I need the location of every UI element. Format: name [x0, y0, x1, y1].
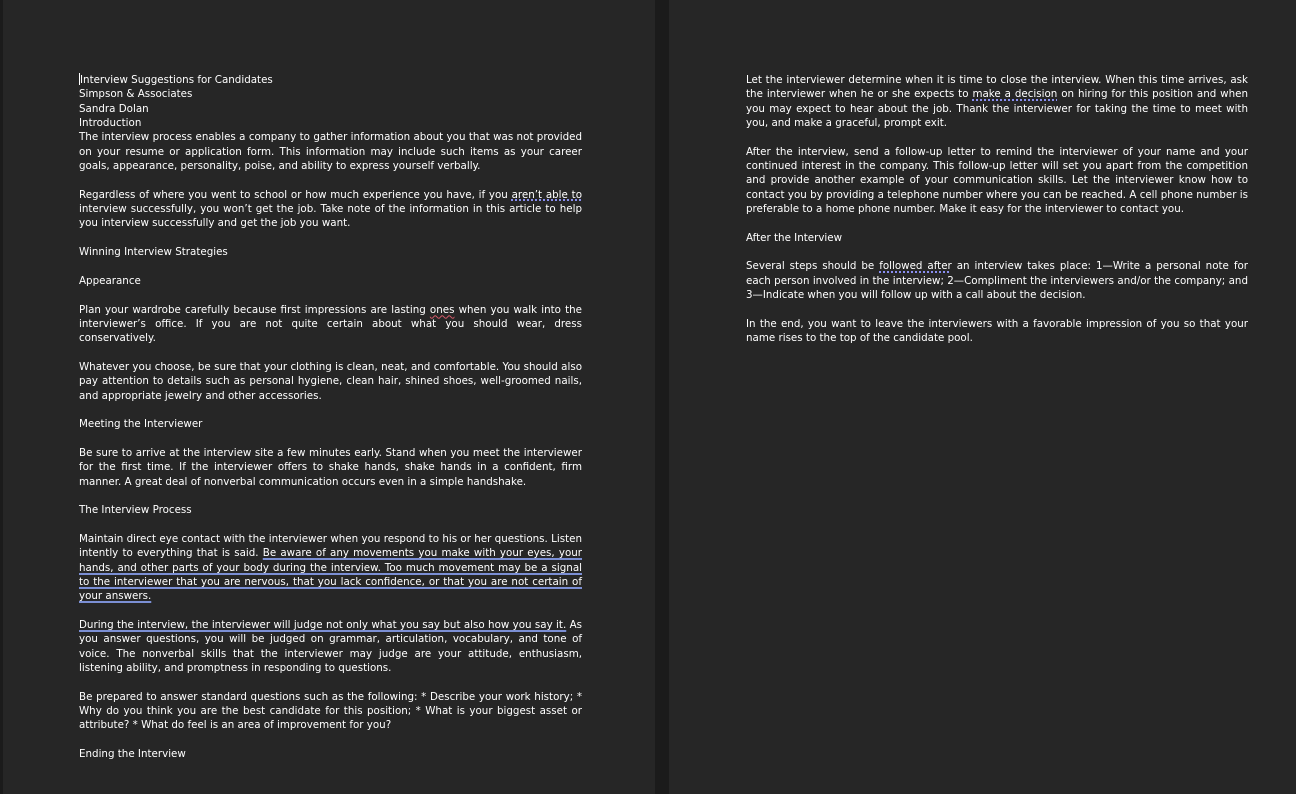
paragraph-arrive-early[interactable]: Be sure to arrive at the interview site a few minutes early. Stand when you meet the interviewer for the first time. If the interviewer offers to shake hands, shake hands in a confident, firm manner. A great deal of nonverbal communication occurs even in a simple handshake.	[79, 446, 582, 488]
paragraph-close-interview[interactable]: Let the interviewer determine when it is time to close the interview. When this time arrives, ask the interviewer when he or she expects to make a decision on hiring for this position and when you may expect to hear about the job. Thank the interviewer for taking the time to meet with you, and make a graceful, prompt exit.	[746, 74, 1248, 130]
grammar-flag[interactable]: Be aware of any movements you make with your eyes, your hands, and other parts of your body during the interview. Too much movement may be a signal to the interviewer that you are nervous, that you lack confidence, or that you are not certain of your answers.	[79, 547, 583, 603]
document-title[interactable]: Interview Suggestions for Candidates	[80, 74, 273, 86]
author-line[interactable]: Sandra Dolan	[79, 102, 149, 115]
paragraph-clothing[interactable]: Whatever you choose, be sure that your clothing is clean, neat, and comfortable. You should also pay attention to details such as personal hygiene, clean hair, shined shoes, well-groomed nails, and appropriate jewelry and other accessories.	[79, 360, 582, 402]
page-2-body[interactable]	[746, 73, 1248, 346]
paragraph-wardrobe[interactable]: Plan your wardrobe carefully because first impressions are lasting ones when you walk into the interviewer’s office. If you are not quite certain about what you should wear, dress conservatively.	[79, 303, 582, 345]
paragraph-eye-contact[interactable]: Maintain direct eye contact with the interviewer when you respond to his or her questions. Listen intently to everything that is said. Be aware of any movements you make with your eyes, your hands, and other parts of your body during the interview. Too much movement may be a signal to the interviewer that you are nervous, that you lack confidence, or that you are not certain of your answers.	[79, 533, 583, 603]
paragraph-judge[interactable]: During the interview, the interviewer will judge not only what you say but also how you say it. As you answer questions, you will be judged on grammar, articulation, vocabulary, and tone of voice. The nonverbal skills that the interviewer may judge are your attitude, enthusiasm, listening ability, and promptness in responding to questions.	[79, 619, 583, 675]
style-flag[interactable]: aren’t able to	[511, 188, 582, 201]
page-1-body[interactable]	[79, 73, 582, 762]
document-page-1[interactable]	[3, 0, 655, 794]
paragraph-in-the-end[interactable]: In the end, you want to leave the interviewers with a favorable impression of you so that your name rises to the top of the candidate pool.	[746, 317, 1248, 345]
document-page-2[interactable]	[669, 0, 1296, 794]
grammar-flag[interactable]: During the interview, the interviewer will judge not only what you say but also how you say it.	[79, 619, 567, 632]
paragraph-regardless[interactable]: Regardless of where you went to school or how much experience you have, if you aren’t able to interview successfully, you won’t get the job. Take note of the information in this article to help you interview successfully and get the job you want.	[79, 188, 582, 230]
heading-appearance[interactable]: Appearance	[79, 274, 141, 287]
paragraph-follow-up-letter[interactable]: After the interview, send a follow-up letter to remind the interviewer of your name and your continued interest in the company. This follow-up letter will set you apart from the competition and provide another example of your communication skills. Let the interviewer know how to contact you by providing a telephone number where you can be reached. A cell phone number is preferable to a home phone number. Make it easy for the interviewer to contact you.	[746, 145, 1248, 216]
company-line[interactable]: Simpson & Associates	[79, 88, 193, 101]
heading-after-interview[interactable]: After the Interview	[746, 231, 843, 244]
paragraph-introduction[interactable]: The interview process enables a company to gather information about you that was not provided on your resume or application form. This information may include such items as your career goals, appearance, personality, poise, and ability to express yourself verbally.	[79, 131, 582, 173]
heading-meeting-interviewer[interactable]: Meeting the Interviewer	[79, 418, 203, 431]
heading-winning-strategies[interactable]: Winning Interview Strategies	[79, 246, 228, 259]
paragraph-standard-questions[interactable]: Be prepared to answer standard questions such as the following: * Describe your work history; * Why do you think you are the best candidate for this position; * What is your biggest asset or attribute? * What do feel is an area of improvement for you?	[79, 690, 582, 732]
heading-ending-interview[interactable]: Ending the Interview	[79, 748, 186, 761]
style-flag[interactable]: followed after	[879, 260, 952, 273]
heading-introduction[interactable]: Introduction	[79, 117, 142, 130]
style-flag[interactable]: make a decision	[972, 88, 1058, 101]
paragraph-several-steps[interactable]: Several steps should be followed after an interview takes place: 1—Write a personal note for each person involved in the interview; 2—Compliment the interviewers and/or the company; and 3—Indicate when you will follow up with a call about the decision.	[746, 260, 1249, 302]
heading-interview-process[interactable]: The Interview Process	[79, 504, 192, 517]
spelling-flag[interactable]: ones	[429, 303, 455, 316]
